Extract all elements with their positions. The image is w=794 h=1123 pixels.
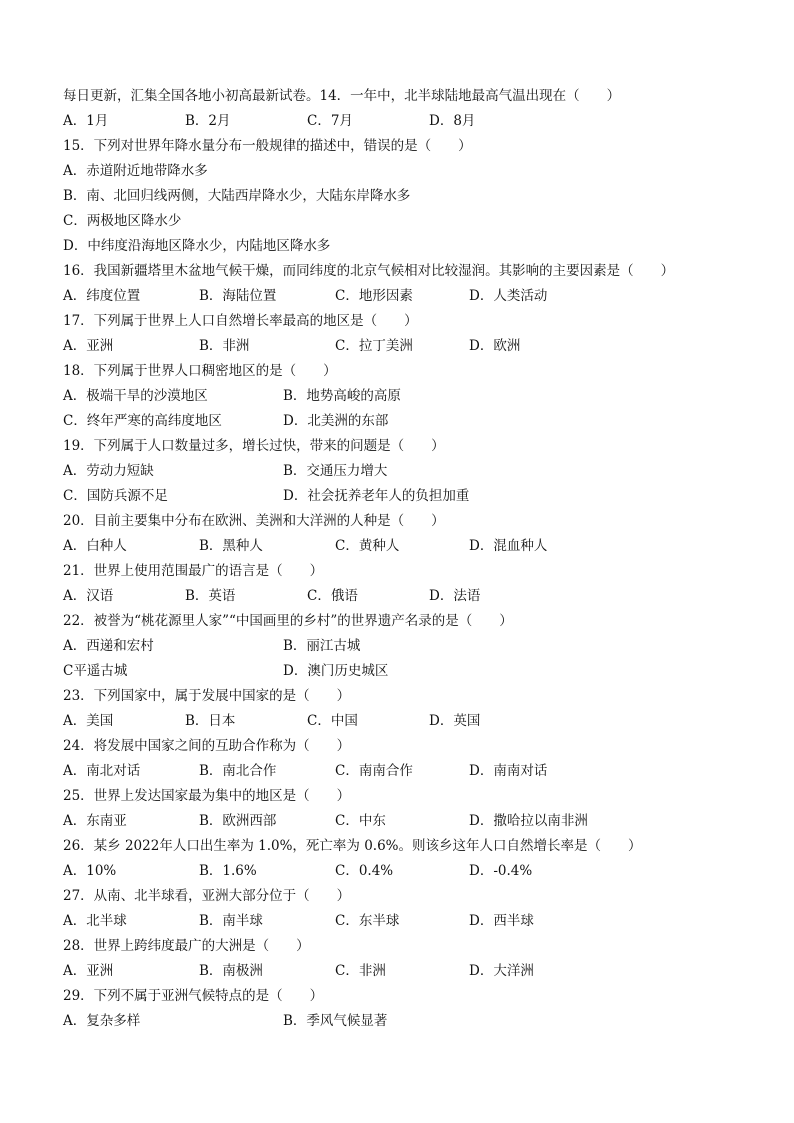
answer-option: C．中东 [335, 813, 386, 829]
answer-option: C．东半球 [335, 913, 400, 929]
answer-option: B．英语 [185, 588, 236, 604]
answer-option: C．国防兵源不足 [63, 488, 168, 504]
answer-option: C．0.4% [335, 863, 394, 879]
answer-option: A．美国 [63, 713, 114, 729]
options-row [63, 959, 743, 984]
options-row [63, 534, 743, 559]
answer-option: B．季风气候显著 [283, 1013, 388, 1029]
answer-option: B．南半球 [199, 913, 263, 929]
question-line: 28．世界上跨纬度最广的大洲是（ ） [63, 938, 310, 954]
answer-option: C．俄语 [307, 588, 358, 604]
options-row [63, 484, 743, 509]
answer-option: C．地形因素 [335, 288, 413, 304]
answer-option: B．2月 [185, 113, 231, 129]
answer-option: B．地势高峻的高原 [283, 388, 401, 404]
answer-option: A．纬度位置 [63, 288, 141, 304]
answer-option: B．欧洲西部 [199, 813, 277, 829]
answer-option: D．澳门历史城区 [283, 663, 389, 679]
question-line: 23．下列国家中，属于发展中国家的是（ ） [63, 688, 351, 704]
question-line: 22．被誉为“桃花源里人家”“中国画里的乡村”的世界遗产名录的是（ ） [63, 613, 513, 629]
question-line: 15．下列对世界年降水量分布一般规律的描述中，错误的是（ ） [63, 138, 472, 154]
options-row [63, 809, 743, 834]
answer-option: B．1.6% [199, 863, 257, 879]
options-row [63, 384, 743, 409]
answer-option: B．丽江古城 [283, 638, 361, 654]
question-line: 18．下列属于世界人口稠密地区的是（ ） [63, 363, 337, 379]
answer-option: D．-0.4% [469, 863, 533, 879]
question-line: 21．世界上使用范围最广的语言是（ ） [63, 563, 324, 579]
question-line: 17．下列属于世界上人口自然增长率最高的地区是（ ） [63, 313, 418, 329]
answer-option: C．南南合作 [335, 763, 413, 779]
answer-option: C．终年严寒的高纬度地区 [63, 413, 222, 429]
answer-option: C．中国 [307, 713, 358, 729]
answer-option: A．亚洲 [63, 963, 114, 979]
answer-option: D．西半球 [469, 913, 534, 929]
answer-option: A．西递和宏村 [63, 638, 154, 654]
answer-option: A．东南亚 [63, 813, 127, 829]
answer-option: B．黑种人 [199, 538, 263, 554]
answer-option: A．北半球 [63, 913, 127, 929]
answer-option: D．北美洲的东部 [283, 413, 389, 429]
answer-option: A．亚洲 [63, 338, 114, 354]
answer-option: C．拉丁美洲 [335, 338, 413, 354]
answer-option: B．交通压力增大 [283, 463, 388, 479]
answer-option: B．非洲 [199, 338, 250, 354]
answer-option: D．英国 [429, 713, 481, 729]
options-row [63, 334, 743, 359]
answer-option: B．南北合作 [199, 763, 277, 779]
question-line: 27．从南、北半球看，亚洲大部分位于（ ） [63, 888, 351, 904]
question-line: 16．我国新疆塔里木盆地气候干燥，而同纬度的北京气候相对比较湿润。其影响的主要因素是（ ） [63, 263, 675, 279]
answer-option: C平遥古城 [63, 663, 128, 679]
answer-option: B．南极洲 [199, 963, 263, 979]
answer-option: D．人类活动 [469, 288, 548, 304]
options-row [63, 284, 743, 309]
answer-option: D．撒哈拉以南非洲 [469, 813, 588, 829]
options-row [63, 459, 743, 484]
answer-option: B．海陆位置 [199, 288, 277, 304]
question-line: 每日更新，汇集全国各地小初高最新试卷。14．一年中，北半球陆地最高气温出现在（ ） [63, 88, 621, 104]
answer-option: A．劳动力短缺 [63, 463, 154, 479]
answer-option: B．日本 [185, 713, 236, 729]
answer-option: A．1月 [63, 113, 109, 129]
answer-option: A．白种人 [63, 538, 127, 554]
answer-option: C．黄种人 [335, 538, 400, 554]
options-row [63, 909, 743, 934]
question-line: 24．将发展中国家之间的互助合作称为（ ） [63, 738, 351, 754]
answer-option: D．欧洲 [469, 338, 521, 354]
answer-option: A．汉语 [63, 588, 114, 604]
question-line: 26．某乡 2022年人口出生率为 1.0%，死亡率为 0.6%。则该乡这年人口自然增长率是（ ） [63, 838, 642, 854]
answer-option: C．非洲 [335, 963, 386, 979]
question-line: 19．下列属于人口数量过多，增长过快，带来的问题是（ ） [63, 438, 445, 454]
answer-option: A．南北对话 [63, 763, 141, 779]
question-line: D．中纬度沿海地区降水少，内陆地区降水多 [63, 238, 331, 254]
question-line: A．赤道附近地带降水多 [63, 163, 208, 179]
question-line: 29．下列不属于亚洲气候特点的是（ ） [63, 988, 324, 1004]
answer-option: D．法语 [429, 588, 481, 604]
question-line: 25．世界上发达国家最为集中的地区是（ ） [63, 788, 351, 804]
answer-option: D．社会抚养老年人的负担加重 [283, 488, 470, 504]
options-row [63, 634, 743, 659]
answer-option: A．10% [63, 863, 117, 879]
question-line: 20．目前主要集中分布在欧洲、美洲和大洋洲的人种是（ ） [63, 513, 445, 529]
options-row [63, 584, 743, 609]
answer-option: C．7月 [307, 113, 353, 129]
options-row [63, 859, 743, 884]
answer-option: A．复杂多样 [63, 1013, 141, 1029]
answer-option: A．极端干旱的沙漠地区 [63, 388, 208, 404]
answer-option: D．南南对话 [469, 763, 548, 779]
options-row [63, 709, 743, 734]
answer-option: D．混血种人 [469, 538, 548, 554]
answer-option: D．8月 [429, 113, 476, 129]
options-row [63, 109, 743, 134]
answer-option: D．大洋洲 [469, 963, 534, 979]
options-row [63, 409, 743, 434]
question-line: B．南、北回归线两侧，大陆西岸降水少，大陆东岸降水多 [63, 188, 411, 204]
options-row [63, 1009, 743, 1034]
exam-page [63, 84, 743, 1034]
options-row [63, 659, 743, 684]
options-row [63, 759, 743, 784]
question-line: C．两极地区降水少 [63, 213, 182, 229]
